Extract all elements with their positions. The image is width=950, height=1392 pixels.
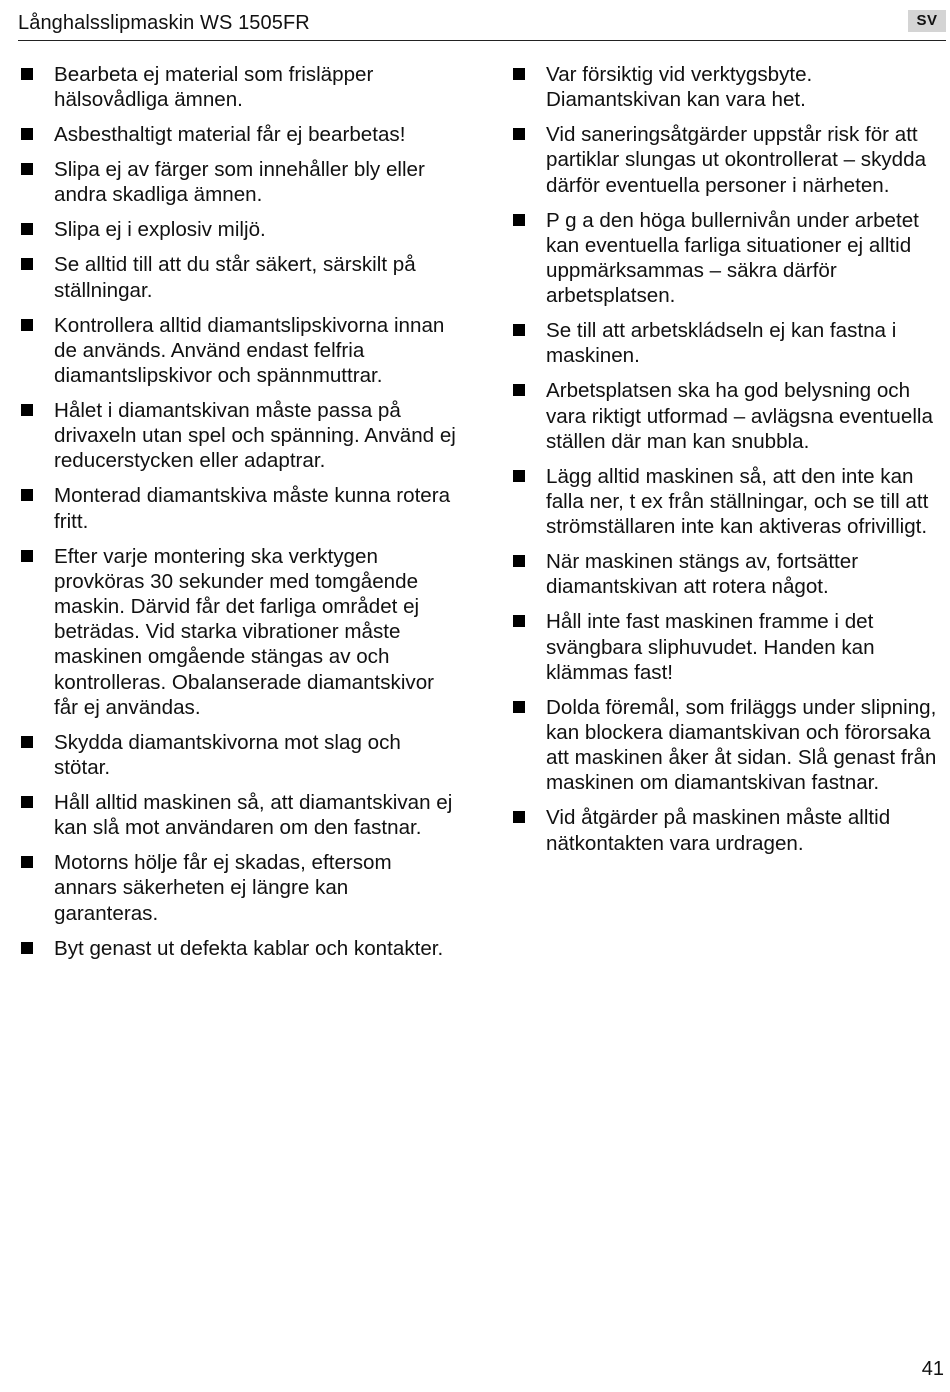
- list-item: [510, 318, 946, 368]
- square-bullet-icon: [513, 555, 525, 567]
- list-item-text: Kontrollera alltid diamantslipskivorna innan de används. Använd endast felfria diamantslipskivor och spännmuttrar.: [54, 313, 445, 388]
- list-item-text: Håll inte fast maskinen framme i det svängbara sliphuvudet. Handen kan klämmas fast!: [546, 610, 875, 684]
- list-item: [510, 805, 946, 855]
- square-bullet-icon: [21, 550, 33, 562]
- document-title: Långhalsslipmaskin WS 1505FR: [18, 12, 310, 34]
- square-bullet-icon: [21, 404, 33, 416]
- list-item-text: Dolda föremål, som friläggs under slipning, kan blockera diamantskivan och förorsaka att maskinen åker åt sidan. Slå genast från maskinen om diamantskivan fastnar.: [546, 695, 937, 795]
- list-item-text: Håll alltid maskinen så, att diamantskivan ej kan slå mot användaren om den fastnar.: [54, 791, 453, 840]
- list-item: [510, 695, 946, 796]
- list-item: [18, 252, 458, 302]
- language-badge: SV: [908, 10, 946, 32]
- list-item: [510, 62, 946, 112]
- square-bullet-icon: [21, 736, 33, 748]
- list-item: [18, 62, 458, 112]
- list-item-text: Hålet i diamantskivan måste passa på drivaxeln utan spel och spänning. Använd ej reducerstycken eller adaptrar.: [54, 399, 456, 473]
- square-bullet-icon: [21, 68, 33, 80]
- list-item-text: Se till att arbetskládseln ej kan fastna i maskinen.: [546, 319, 897, 368]
- list-item: [18, 850, 458, 926]
- square-bullet-icon: [21, 163, 33, 175]
- list-item-text: När maskinen stängs av, fortsätter diamantskivan att rotera något.: [546, 550, 859, 599]
- list-item-text: Slipa ej i explosiv miljö.: [54, 218, 266, 242]
- list-item: [510, 464, 946, 540]
- list-item-text: Var försiktig vid verktygsbyte. Diamantskivan kan vara het.: [546, 63, 813, 112]
- list-item-text: Se alltid till att du står säkert, särskilt på ställningar.: [54, 253, 416, 302]
- list-item: [510, 378, 946, 454]
- square-bullet-icon: [21, 856, 33, 868]
- square-bullet-icon: [21, 258, 33, 270]
- list-item: [510, 208, 946, 309]
- list-item-text: Asbesthaltigt material får ej bearbetas!: [54, 123, 406, 147]
- list-item-text: P g a den höga bullernivån under arbetet kan eventuella farliga situationer ej alltid uppmärksammas – säkra därför arbetsplatsen.: [546, 208, 919, 308]
- list-item: [18, 483, 458, 533]
- list-item-text: Motorns hölje får ej skadas, eftersom annars säkerheten ej längre kan garanteras.: [54, 851, 392, 925]
- square-bullet-icon: [21, 128, 33, 140]
- list-item: [18, 790, 458, 840]
- list-item: [18, 544, 458, 720]
- right-column-list: [510, 62, 946, 866]
- list-item: [18, 122, 458, 147]
- square-bullet-icon: [21, 942, 33, 954]
- square-bullet-icon: [21, 319, 33, 331]
- list-item-text: Lägg alltid maskinen så, att den inte kan falla ner, t ex från ställningar, och se till att strömställaren inte kan aktiveras ofrivilligt.: [546, 464, 929, 539]
- list-item: [510, 549, 946, 599]
- square-bullet-icon: [513, 811, 525, 823]
- list-item: [18, 730, 458, 780]
- list-item: [18, 157, 458, 207]
- list-item-text: Bearbeta ej material som frisläpper hälsovådliga ämnen.: [54, 63, 374, 112]
- square-bullet-icon: [513, 324, 525, 336]
- square-bullet-icon: [21, 489, 33, 501]
- square-bullet-icon: [513, 214, 525, 226]
- list-item-text: Arbetsplatsen ska ha god belysning och vara riktigt utformad – avlägsna eventuella ställen där man kan snubbla.: [546, 379, 933, 453]
- square-bullet-icon: [513, 128, 525, 140]
- list-item: [510, 122, 946, 198]
- square-bullet-icon: [513, 384, 525, 396]
- list-item-text: Skydda diamantskivorna mot slag och stötar.: [54, 730, 401, 780]
- list-item-text: Slipa ej av färger som innehåller bly eller andra skadliga ämnen.: [54, 158, 425, 207]
- page-header: [18, 8, 946, 41]
- list-item-text: Vid saneringsåtgärder uppstår risk för att partiklar slungas ut okontrollerat – skydda därför eventuella personer i närheten.: [546, 123, 927, 197]
- list-item-text: Byt genast ut defekta kablar och kontakter.: [54, 936, 444, 960]
- square-bullet-icon: [513, 68, 525, 80]
- square-bullet-icon: [513, 615, 525, 627]
- square-bullet-icon: [513, 701, 525, 713]
- list-item-text: Monterad diamantskiva måste kunna rotera fritt.: [54, 484, 451, 533]
- list-item: [510, 609, 946, 685]
- square-bullet-icon: [21, 223, 33, 235]
- square-bullet-icon: [513, 470, 525, 482]
- list-item: [18, 936, 458, 961]
- list-item: [18, 398, 458, 474]
- list-item: [18, 313, 458, 389]
- list-item-text: Vid åtgärder på maskinen måste alltid nätkontakten vara urdragen.: [546, 806, 891, 855]
- square-bullet-icon: [21, 796, 33, 808]
- list-item: [18, 217, 458, 242]
- left-column-list: [18, 62, 458, 971]
- page-number: 41: [921, 1358, 944, 1380]
- list-item-text: Efter varje montering ska verktygen provköras 30 sekunder med tomgående maskin. Därvid får det farliga området ej beträdas. Vid starka vibrationer måste maskinen omgående stängas av och kontrolleras. Obalanserade diamantskivor får ej användas.: [54, 544, 435, 719]
